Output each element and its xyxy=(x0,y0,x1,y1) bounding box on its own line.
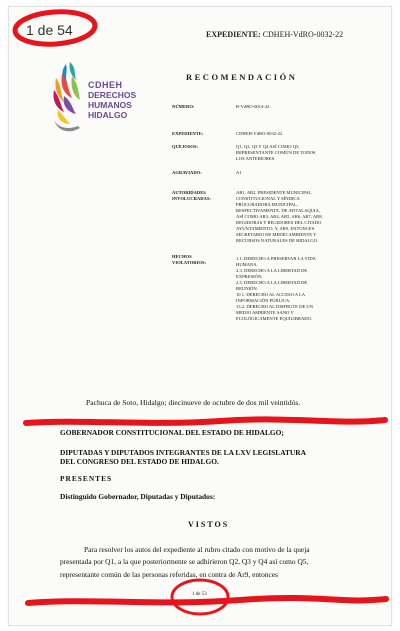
expediente-header-value: CDHEH-VdRO-0032-22 xyxy=(262,30,344,39)
quejosos-value xyxy=(236,144,315,162)
logo-line-1: CDHEH xyxy=(88,80,123,90)
agraviado-value: A1 xyxy=(236,170,242,175)
hechos-line: 2.3. DERECHO A LA LIBERTAD DE xyxy=(236,268,308,273)
numero-value: R-VdRO-0014-22 xyxy=(236,104,270,109)
hechos-line: ECOLÓGICAMENTE EQUILIBRADO. xyxy=(236,316,313,321)
autoridades-line: AYUNTAMIENTO; Y, AR9, ENTONCES xyxy=(236,226,315,231)
expediente-header-label: EXPEDIENTE: xyxy=(206,30,261,39)
autoridades-label xyxy=(172,190,211,202)
hechos-line: 1.1. DERECHO A PRESERVAR LA VIDA xyxy=(236,256,316,261)
body-line: Para resolver los autos del expediente al rubro citado con motivo de la queja xyxy=(84,545,310,554)
logo-text xyxy=(88,80,136,120)
autoridades-label-line: INVOLUCRADAS: xyxy=(172,196,211,201)
addressee-governor: GOBERNADOR CONSTITUCIONAL DEL ESTADO DE HIDALGO; xyxy=(60,428,284,437)
autoridades-line: RECURSOS NATURALES DE HIDALGO. xyxy=(236,238,319,243)
expediente-label: EXPEDIENTE: xyxy=(172,131,204,136)
numero-label: NÚMERO: xyxy=(172,104,195,109)
agraviado-label: AGRAVIADO: xyxy=(172,170,202,175)
quejosos-line: Q1, Q2, Q3 Y Q4 ASÍ COMO Q5, xyxy=(236,144,300,149)
autoridades-line: AR1, AR2, PRESIDENTE MUNICIPAL xyxy=(236,190,312,195)
hechos-line: 2.5. DERECHO A LA LIBERTAD DE xyxy=(236,280,308,285)
quejosos-line: LOS ANTERIORES. xyxy=(236,156,276,161)
quejosos-line: REPRESENTANTE COMÚN DE TODOS xyxy=(236,150,316,155)
footer-page-number: 1 de 53 xyxy=(192,592,207,597)
autoridades-line: REGIDORAS Y REGIDORES DEL CITADO xyxy=(236,220,322,225)
logo-line-3: HUMANOS xyxy=(88,100,132,110)
logo-line-4: HIDALGO xyxy=(88,110,128,120)
presentes-heading: PRESENTES xyxy=(60,474,113,483)
addressee-deputies-line-2: DEL CONGRESO DEL ESTADO DE HIDALGO. xyxy=(60,457,219,466)
hechos-line: 10.1. DERECHO AL ACCESO A LA xyxy=(236,292,306,297)
body-paragraph xyxy=(60,544,356,581)
autoridades-line: RESPECTIVAMENTE, DE ATITALAQUIA, xyxy=(236,208,321,213)
quejosos-label: QUEJOSOS: xyxy=(172,144,199,149)
body-line: representante común de las personas referidas, en contra de Ar9, entonces xyxy=(60,569,278,579)
place-date: Pachuca de Soto, Hidalgo; diecinueve de octubre de dos mil veintidós. xyxy=(86,398,301,407)
vistos-heading: VISTOS xyxy=(188,520,230,529)
hechos-line: 13.2. DERECHO AL DISFRUTE DE UN xyxy=(236,304,314,309)
body-line: presentada por Q1, a la que posteriormente se adhirieron Q2, Q3 y Q4 así como Q5, xyxy=(60,557,309,567)
autoridades-value xyxy=(236,190,323,244)
hechos-label xyxy=(172,254,206,266)
page-indicator: 1 de 54 xyxy=(26,22,73,38)
hechos-label-line: VIOLATORIOS: xyxy=(172,260,207,265)
hechos-label-line: HECHOS xyxy=(172,254,192,259)
hechos-line: REUNIÓN. xyxy=(236,286,258,291)
salutation: Distinguido Gobernador, Diputadas y Diputados: xyxy=(60,492,216,501)
hechos-line: MEDIO AMBIENTE SANO Y xyxy=(236,310,294,315)
hechos-line: EXPRESIÓN. xyxy=(236,274,263,279)
expediente-value: CDHEH-VdRO-0032-22 xyxy=(236,131,283,136)
autoridades-label-line: AUTORIDADES xyxy=(172,190,206,195)
document-title: RECOMENDACIÓN xyxy=(186,72,298,82)
addressee-deputies-line-1: DIPUTADAS Y DIPUTADOS INTEGRANTES DE LA LXV LEGISLATURA xyxy=(60,448,306,457)
autoridades-line: ASÍ COMO AR3, AR4, AR5, AR6, AR7, AR8, xyxy=(236,214,323,219)
hechos-line: HUMANA. xyxy=(236,262,258,267)
autoridades-line: PROCURADORA MUNICIPAL, xyxy=(236,202,298,207)
expediente-header xyxy=(206,30,343,39)
hechos-line: INFORMACIÓN PÚBLICA. xyxy=(236,298,291,303)
logo-line-2: DERECHOS xyxy=(88,90,137,100)
autoridades-line: SECRETARIO DE MEDIO AMBIENTE Y xyxy=(236,232,317,237)
autoridades-line: CONSTITUCIONAL Y SÍNDICA xyxy=(236,196,300,201)
hechos-value xyxy=(236,256,316,322)
